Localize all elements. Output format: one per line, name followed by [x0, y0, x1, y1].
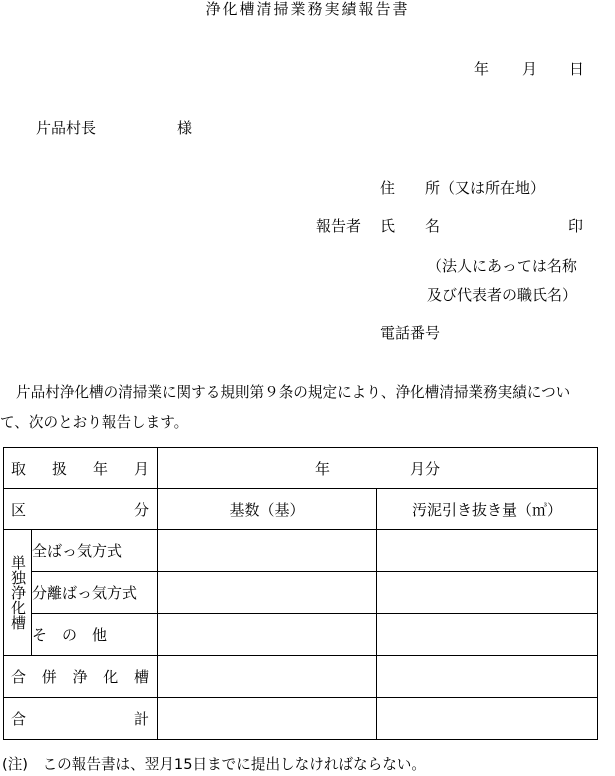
- category-label-cell: [4, 489, 158, 530]
- combined-label: [4, 666, 157, 687]
- body-paragraph: [0, 378, 615, 438]
- label-char: 区: [11, 500, 27, 519]
- label-char: 併: [41, 668, 57, 686]
- count-cell[interactable]: [158, 572, 377, 614]
- label-char: 浄: [72, 668, 88, 686]
- period-row: [4, 448, 598, 489]
- period-label-cell: [4, 448, 158, 489]
- combined-row: [4, 656, 598, 698]
- label-char: 年: [92, 459, 108, 478]
- row-label: 分離ばっ気方式: [32, 572, 158, 614]
- addressee-name: 片品村長: [36, 119, 97, 137]
- corp-note-line1: （法人にあっては名称: [427, 257, 577, 275]
- sludge-cell[interactable]: [377, 698, 598, 740]
- seal-mark: 印: [568, 217, 584, 235]
- row-label: 全ばっ気方式: [32, 530, 158, 572]
- col-count-header: 基数（基）: [158, 489, 377, 530]
- reporter-label: 報告者: [316, 217, 362, 235]
- group-label: 単独浄化槽: [9, 555, 27, 630]
- label-char: 計: [133, 710, 149, 728]
- body-line-2: て、次のとおり報告します。: [0, 414, 189, 431]
- label-char: 扱: [51, 459, 67, 478]
- period-label: [4, 458, 157, 479]
- label-char: 槽: [133, 668, 149, 686]
- addressee-honorific: 様: [177, 119, 193, 137]
- label-char: 合: [11, 710, 27, 728]
- sludge-cell[interactable]: [377, 530, 598, 572]
- category-label: [4, 499, 157, 520]
- period-year: 年: [314, 459, 330, 478]
- sludge-cell[interactable]: [377, 572, 598, 614]
- table-row: [4, 530, 598, 572]
- date-year: 年: [474, 60, 490, 78]
- count-cell[interactable]: [158, 698, 377, 740]
- corp-note-line2: 及び代表者の職氏名）: [427, 286, 578, 304]
- header-row: [4, 489, 598, 530]
- count-cell[interactable]: [158, 530, 377, 572]
- total-row: [4, 698, 598, 740]
- label-char: 取: [11, 459, 27, 478]
- document-title: 浄化槽清掃業務実績報告書: [205, 0, 410, 18]
- table-row: [4, 614, 598, 656]
- reporter-name-label: 氏 名: [380, 217, 441, 235]
- count-cell[interactable]: [158, 656, 377, 698]
- table-row: [4, 572, 598, 614]
- combined-label-cell: [4, 656, 158, 698]
- total-label-cell: [4, 698, 158, 740]
- footnote: (注) この報告書は、翌月15日までに提出しなければならない。: [2, 756, 426, 773]
- body-line-1: 片品村浄化槽の清掃業に関する規則第９条の規定により、浄化槽清掃業務実績につい: [16, 384, 571, 401]
- label-char: 分: [133, 500, 149, 519]
- row-label: そ の 他: [32, 614, 158, 656]
- reporter-address-label: 住 所（又は所在地）: [380, 179, 546, 197]
- label-char: 月: [133, 459, 149, 478]
- sludge-cell[interactable]: [377, 614, 598, 656]
- period-month: 月分: [410, 459, 441, 478]
- col-sludge-header: 汚泥引き抜き量（㎥）: [377, 489, 598, 530]
- report-table: [3, 447, 598, 740]
- total-label: [4, 708, 157, 729]
- period-value-cell: [158, 448, 598, 489]
- count-cell[interactable]: [158, 614, 377, 656]
- phone-label: 電話番号: [380, 324, 441, 342]
- sludge-cell[interactable]: [377, 656, 598, 698]
- date-month: 月: [522, 60, 538, 78]
- label-char: 化: [103, 668, 119, 686]
- group-label-cell: [4, 530, 32, 656]
- label-char: 合: [11, 668, 27, 686]
- date-day: 日: [569, 60, 585, 78]
